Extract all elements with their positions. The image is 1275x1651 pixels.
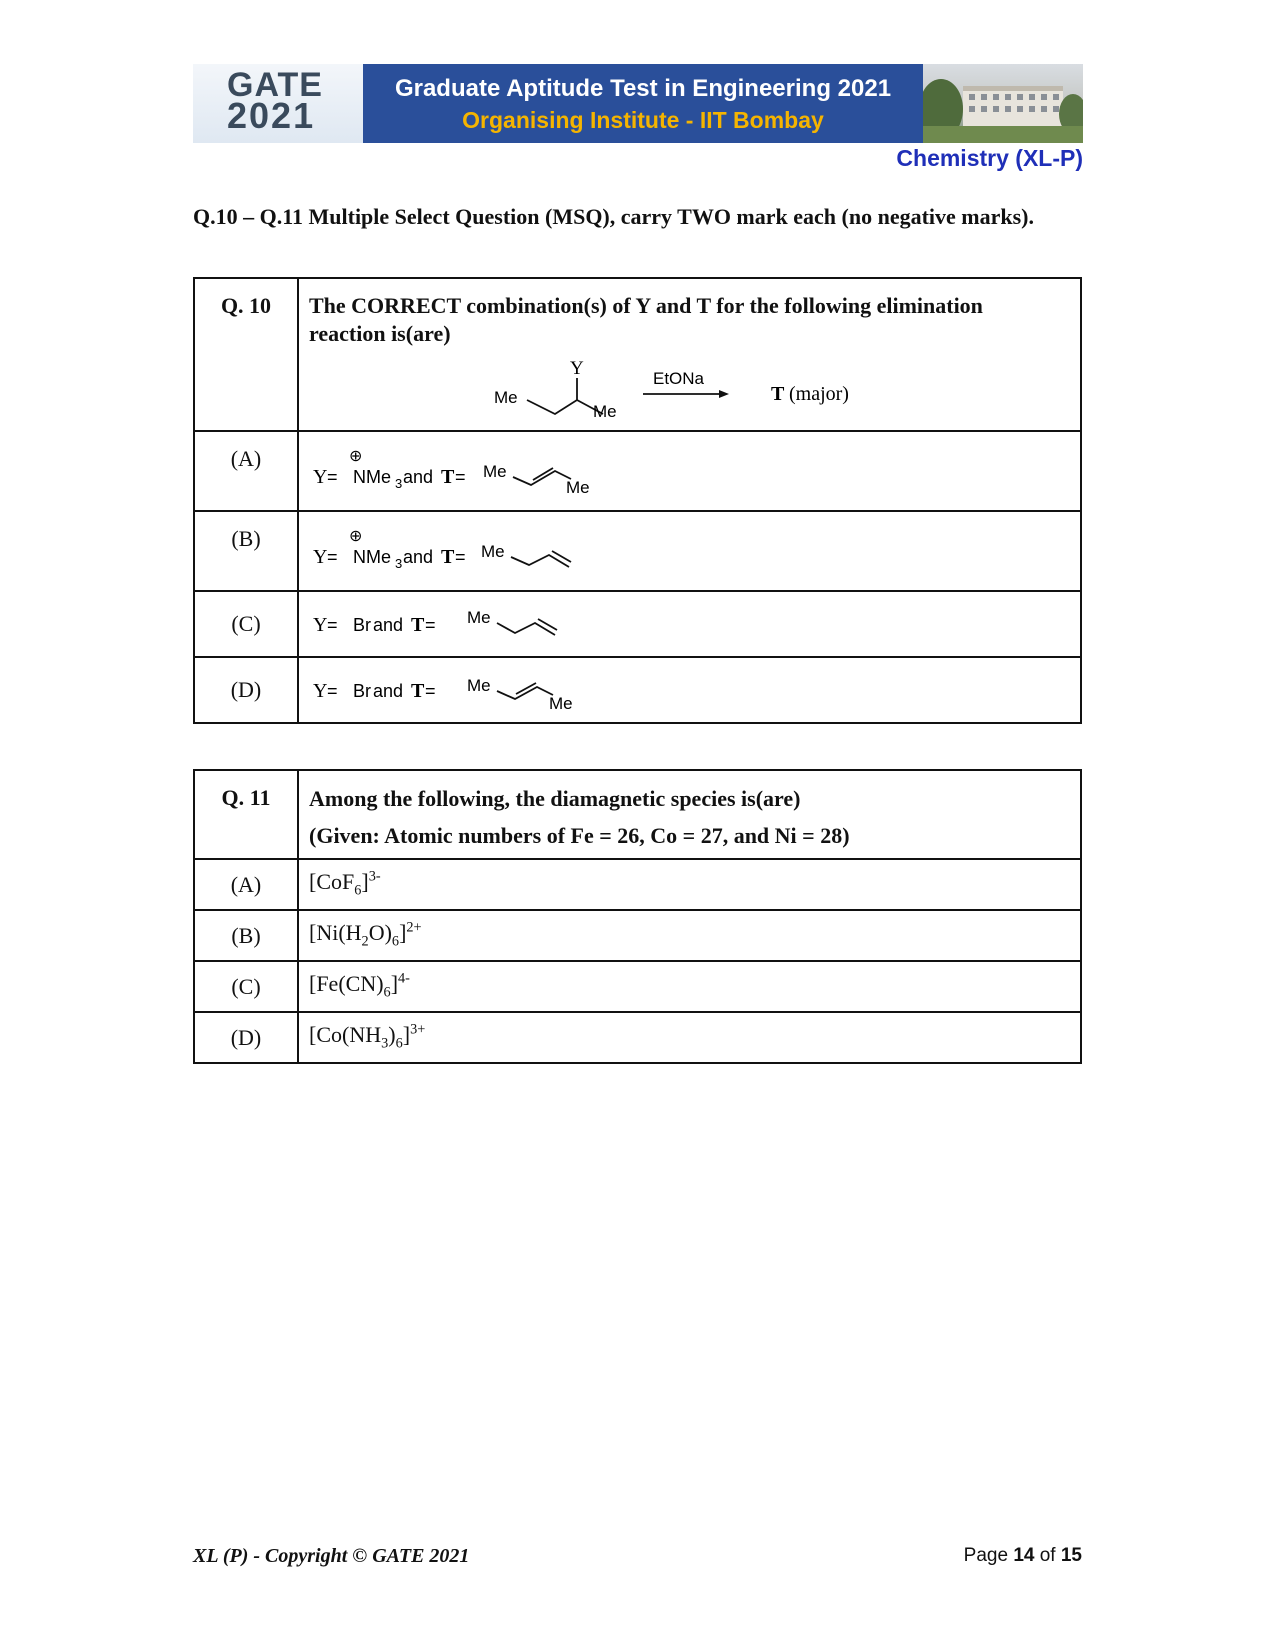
plus-charge-icon: ⊕ [349, 448, 363, 465]
double-bond-line [538, 619, 557, 630]
question-number: Q. 11 [194, 770, 298, 859]
alkene-skeleton [513, 471, 571, 485]
option-label: (D) [194, 1012, 298, 1063]
question-number: Q. 10 [194, 278, 298, 431]
option-label: (B) [194, 910, 298, 961]
t-label: T [411, 614, 425, 636]
option-row [194, 431, 1081, 511]
stem-line-1: Among the following, the diamagnetic species is(are) [309, 786, 801, 811]
option-row [194, 910, 1081, 961]
subject-label: Chemistry (XL-P) [896, 145, 1083, 171]
product-note: (major) [789, 383, 849, 405]
option-row [194, 511, 1081, 591]
t-label: T [441, 466, 455, 488]
option-content[interactable] [298, 910, 1081, 961]
y-label: Y [313, 466, 328, 488]
header-banner [193, 64, 1083, 143]
y-value: Br [353, 615, 371, 635]
and-text: and [403, 467, 434, 487]
option-content[interactable] [298, 431, 1081, 511]
banner-institute: Organising Institute - IIT Bombay [462, 106, 824, 133]
alkene-group-1: Me [467, 608, 491, 627]
y-value: NMe [353, 467, 392, 487]
alkene-group-1: Me [483, 462, 507, 481]
option-content[interactable] [298, 961, 1081, 1012]
right-me-label: Me [593, 402, 617, 418]
y-value: NMe [353, 547, 392, 567]
formula: $[Co(NH_3)_6]^{3+}$ [309, 1022, 426, 1052]
question-stem: The CORRECT combination(s) of Y and T for the following elimination reaction is(are) [309, 293, 983, 346]
option-b-structure [309, 513, 909, 583]
logo-year: 2021 [227, 95, 316, 136]
option-d-structure [309, 659, 909, 715]
question-stem-cell [298, 770, 1081, 859]
t-equals: = [455, 547, 466, 567]
y-label: Y [313, 614, 328, 636]
formula: $[Fe(CN)_6]^{4-}$ [309, 971, 410, 1001]
campus-building-icon [923, 64, 1083, 143]
t-equals: = [425, 615, 436, 635]
option-row [194, 657, 1081, 723]
option-label: (D) [194, 657, 298, 723]
alkene-group-2: Me [549, 694, 573, 713]
question-stem-cell [298, 278, 1081, 431]
option-row [194, 859, 1081, 910]
option-row [194, 591, 1081, 657]
y-equals: = [327, 547, 338, 567]
option-label: (A) [194, 859, 298, 910]
alkene-group-1: Me [467, 676, 491, 695]
t-equals: = [455, 467, 466, 487]
alkene-group-1: Me [481, 542, 505, 561]
logo-word: GATE [227, 66, 323, 104]
double-bond-line [552, 551, 571, 562]
y-equals: = [327, 467, 338, 487]
question-10-table [193, 277, 1082, 724]
reaction-scheme [309, 348, 1069, 418]
option-a-structure [309, 433, 909, 503]
left-me-label: Me [494, 388, 518, 407]
footer-copyright: XL (P) - Copyright © GATE 2021 [193, 1545, 470, 1567]
skeletal-chain [527, 400, 603, 414]
y-subscript: 3 [395, 476, 403, 491]
y-label: Y [313, 546, 328, 568]
section-heading: Q.10 – Q.11 Multiple Select Question (MSQ), carry TWO mark each (no negative marks). [193, 204, 1035, 229]
and-text: and [373, 681, 404, 701]
t-equals: = [425, 681, 436, 701]
option-content[interactable] [298, 657, 1081, 723]
option-label: (B) [194, 511, 298, 591]
option-label: (C) [194, 591, 298, 657]
stem-line-2: (Given: Atomic numbers of Fe = 26, Co = 27, and Ni = 28) [309, 823, 850, 848]
option-row [194, 1012, 1081, 1063]
campus-photo [923, 64, 1083, 143]
option-content[interactable] [298, 511, 1081, 591]
y-label: Y [313, 680, 328, 702]
formula: $[CoF_6]^{3-}$ [309, 869, 381, 899]
y-subscript: 3 [395, 556, 403, 571]
y-equals: = [327, 681, 338, 701]
banner-title: Graduate Aptitude Test in Engineering 2021 [394, 74, 892, 102]
option-c-structure [309, 593, 909, 649]
option-label: (C) [194, 961, 298, 1012]
y-value: Br [353, 681, 371, 701]
plus-charge-icon: ⊕ [349, 528, 363, 545]
substituent-y: Y [570, 358, 584, 379]
and-text: and [373, 615, 404, 635]
t-label: T [441, 546, 455, 568]
question-stem [309, 772, 1079, 854]
option-row [194, 961, 1081, 1012]
gate-logo [193, 64, 363, 143]
and-text: and [403, 547, 434, 567]
product-t: T [771, 383, 785, 405]
reaction-arrow-head [719, 390, 729, 398]
alkene-group-2: Me [566, 478, 590, 497]
option-label: (A) [194, 431, 298, 511]
option-content[interactable] [298, 1012, 1081, 1063]
reagent-label: EtONa [653, 369, 705, 388]
t-label: T [411, 680, 425, 702]
option-content[interactable] [298, 859, 1081, 910]
option-content[interactable] [298, 591, 1081, 657]
y-equals: = [327, 615, 338, 635]
formula: $[Ni(H_2O)_6]^{2+}$ [309, 920, 422, 950]
banner-title-block [363, 64, 923, 143]
question-11-table [193, 769, 1082, 1064]
page-number: Page 14 of 15 [963, 1545, 1082, 1566]
